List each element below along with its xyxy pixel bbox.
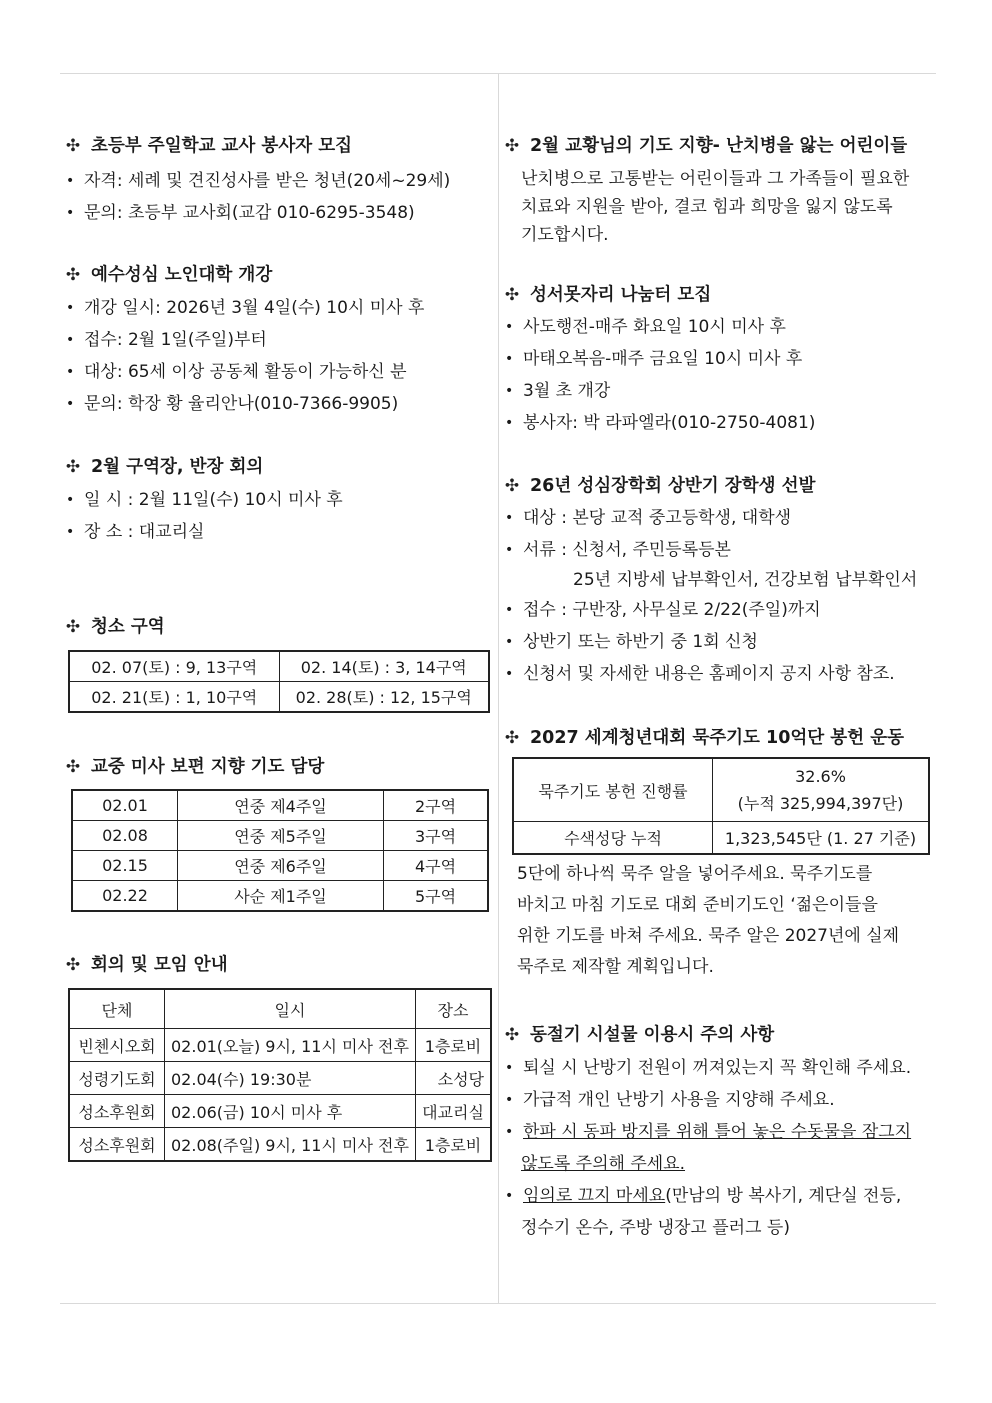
table-cell: 1,323,545단 (1. 27 기준) xyxy=(713,822,930,855)
section-teacher-recruit xyxy=(64,133,492,229)
cross-icon: ✣ xyxy=(504,285,520,305)
list-item: • 사도행전-매주 화요일 10시 미사 후 xyxy=(505,317,786,337)
section-title: 동절기 시설물 이용시 주의 사항 xyxy=(530,1025,775,1045)
list-item-continuation: 않도록 주의해 주세요. xyxy=(521,1154,686,1174)
list-item: • 퇴실 시 난방기 전원이 꺼져있는지 꼭 확인해 주세요. xyxy=(505,1058,912,1078)
section-winter-caution xyxy=(503,1022,933,1244)
list-item: • 개강 일시: 2026년 3월 4일(수) 10시 미사 후 xyxy=(66,298,425,318)
paragraph-line: 위한 기도를 바쳐 주세요. 묵주 알은 2027년에 실제 xyxy=(517,926,900,946)
table-row xyxy=(513,822,929,855)
cross-icon: ✣ xyxy=(504,136,520,156)
column-header: 장소 xyxy=(416,989,492,1029)
list-item: • 자격: 세례 및 견진성사를 받은 청년(20세~29세) xyxy=(66,171,451,191)
section-rosary xyxy=(503,725,933,983)
list-item: • 한파 시 동파 방지를 위해 틀어 놓은 수돗물을 잠그지 xyxy=(505,1122,912,1142)
list-item: • 봉사자: 박 라파엘라(010-2750-4081) xyxy=(505,413,816,433)
section-title: 예수성심 노인대학 개강 xyxy=(91,265,273,285)
paragraph-line: 바치고 마침 기도로 대회 준비기도인 ‘젊은이들을 xyxy=(517,895,878,915)
table-row xyxy=(513,758,929,822)
section-scholarship xyxy=(503,473,933,690)
list-item: • 접수: 2월 1일(주일)부터 xyxy=(66,330,267,350)
table-cell: 02. 21(토) : 1, 10구역 xyxy=(69,682,279,713)
table-row: 02.08 연중 제5주일 3구역 xyxy=(72,821,488,851)
section-senior-college xyxy=(64,262,492,420)
section-cleaning xyxy=(64,614,492,713)
table-cell: 수색성당 누적 xyxy=(513,822,713,855)
table-cell: 02. 07(토) : 9, 13구역 xyxy=(69,651,279,682)
table-row: 성소후원회 02.08(주일) 9시, 11시 미사 전후 1층로비 xyxy=(69,1128,491,1162)
cross-icon: ✣ xyxy=(504,728,520,748)
list-item: • 문의: 초등부 교사회(교감 010-6295-3548) xyxy=(66,203,415,223)
cross-icon: ✣ xyxy=(65,457,81,477)
list-item: • 장 소 : 대교리실 xyxy=(66,522,205,542)
list-item: • 3월 초 개강 xyxy=(505,381,611,401)
cross-icon: ✣ xyxy=(65,617,81,637)
section-title: 2월 교황님의 기도 지향- 난치병을 앓는 어린이들 xyxy=(530,136,908,156)
list-item: • 일 시 : 2월 11일(수) 10시 미사 후 xyxy=(66,490,343,510)
section-pope-intention xyxy=(503,133,933,249)
table-row: 빈첸시오회 02.01(오늘) 9시, 11시 미사 전후 1층로비 xyxy=(69,1029,491,1062)
section-title: 26년 성심장학회 상반기 장학생 선발 xyxy=(530,476,816,496)
cross-icon: ✣ xyxy=(65,955,81,975)
section-title: 2027 세계청년대회 묵주기도 10억단 봉헌 운동 xyxy=(530,728,905,748)
section-title: 청소 구역 xyxy=(91,617,165,637)
section-title: 교중 미사 보편 지향 기도 담당 xyxy=(91,757,325,777)
list-item: • 대상: 65세 이상 공동체 활동이 가능하신 분 xyxy=(66,362,407,382)
list-item-continuation: 정수기 온수, 주방 냉장고 플러그 등) xyxy=(521,1218,790,1238)
cross-icon: ✣ xyxy=(65,757,81,777)
paragraph-line: 난치병으로 고통받는 어린이들과 그 가족들이 필요한 xyxy=(521,169,910,189)
section-title: 회의 및 모임 안내 xyxy=(91,955,228,975)
table-row xyxy=(69,651,489,682)
meetings-table xyxy=(68,988,492,1162)
list-item: • 상반기 또는 하반기 중 1회 신청 xyxy=(505,632,758,652)
table-row xyxy=(69,682,489,713)
list-item: • 신청서 및 자세한 내용은 홈페이지 공지 사항 참조. xyxy=(505,664,895,684)
column-header: 일시 xyxy=(165,989,416,1029)
table-row: 02.22 사순 제1주일 5구역 xyxy=(72,881,488,912)
section-title: 2월 구역장, 반장 회의 xyxy=(91,457,264,477)
rosary-progress-table xyxy=(512,757,930,855)
section-title: 성서못자리 나눔터 모집 xyxy=(530,285,712,305)
cross-icon: ✣ xyxy=(65,265,81,285)
list-item: • 문의: 학장 황 율리안나(010-7366-9905) xyxy=(66,394,399,414)
table-cell: 02. 14(토) : 3, 14구역 xyxy=(279,651,489,682)
table-row: 02.15 연중 제6주일 4구역 xyxy=(72,851,488,881)
list-item: • 대상 : 본당 교적 중고등학생, 대학생 xyxy=(505,508,792,528)
list-item: • 접수 : 구반장, 사무실로 2/22(주일)까지 xyxy=(505,600,821,620)
list-item: • 서류 : 신청서, 주민등록등본 xyxy=(505,540,731,560)
cleaning-table xyxy=(68,650,490,713)
table-cell: 32.6% (누적 325,994,397단) xyxy=(713,758,930,822)
column-divider xyxy=(498,74,499,1304)
table-row: 02.01 연중 제4주일 2구역 xyxy=(72,790,488,821)
table-header-row xyxy=(69,989,491,1029)
paragraph-line: 묵주로 제작할 계획입니다. xyxy=(517,957,714,977)
list-item: • 임의로 끄지 마세요 (만남의 방 복사기, 계단실 전등, xyxy=(505,1186,902,1206)
paragraph-line: 치료와 지원을 받아, 결코 힘과 희망을 잃지 않도록 xyxy=(521,197,893,217)
section-district-meeting xyxy=(64,454,492,548)
table-cell: 묵주기도 봉헌 진행률 xyxy=(513,758,713,822)
cross-icon: ✣ xyxy=(504,476,520,496)
table-cell: 02. 28(토) : 12, 15구역 xyxy=(279,682,489,713)
cross-icon: ✣ xyxy=(504,1025,520,1045)
list-item: • 마태오복음-매주 금요일 10시 미사 후 xyxy=(505,349,803,369)
table-row: 성소후원회 02.06(금) 10시 미사 후 대교리실 xyxy=(69,1095,491,1128)
section-title: 초등부 주일학교 교사 봉사자 모집 xyxy=(91,136,353,156)
prayer-duty-table xyxy=(71,789,489,912)
paragraph-line: 5단에 하나씩 묵주 알을 넣어주세요. 묵주기도를 xyxy=(517,864,873,884)
column-header: 단체 xyxy=(69,989,165,1029)
list-item-continuation: 25년 지방세 납부확인서, 건강보험 납부확인서 xyxy=(573,570,918,590)
paragraph-line: 기도합시다. xyxy=(521,225,609,245)
section-meetings xyxy=(64,952,492,1162)
cross-icon: ✣ xyxy=(65,136,81,156)
table-row: 성령기도회 02.04(수) 19:30분 소성당 xyxy=(69,1062,491,1095)
section-bible-sharing xyxy=(503,282,933,439)
section-prayer-duty xyxy=(64,754,492,912)
list-item: • 가급적 개인 난방기 사용을 지양해 주세요. xyxy=(505,1090,835,1110)
